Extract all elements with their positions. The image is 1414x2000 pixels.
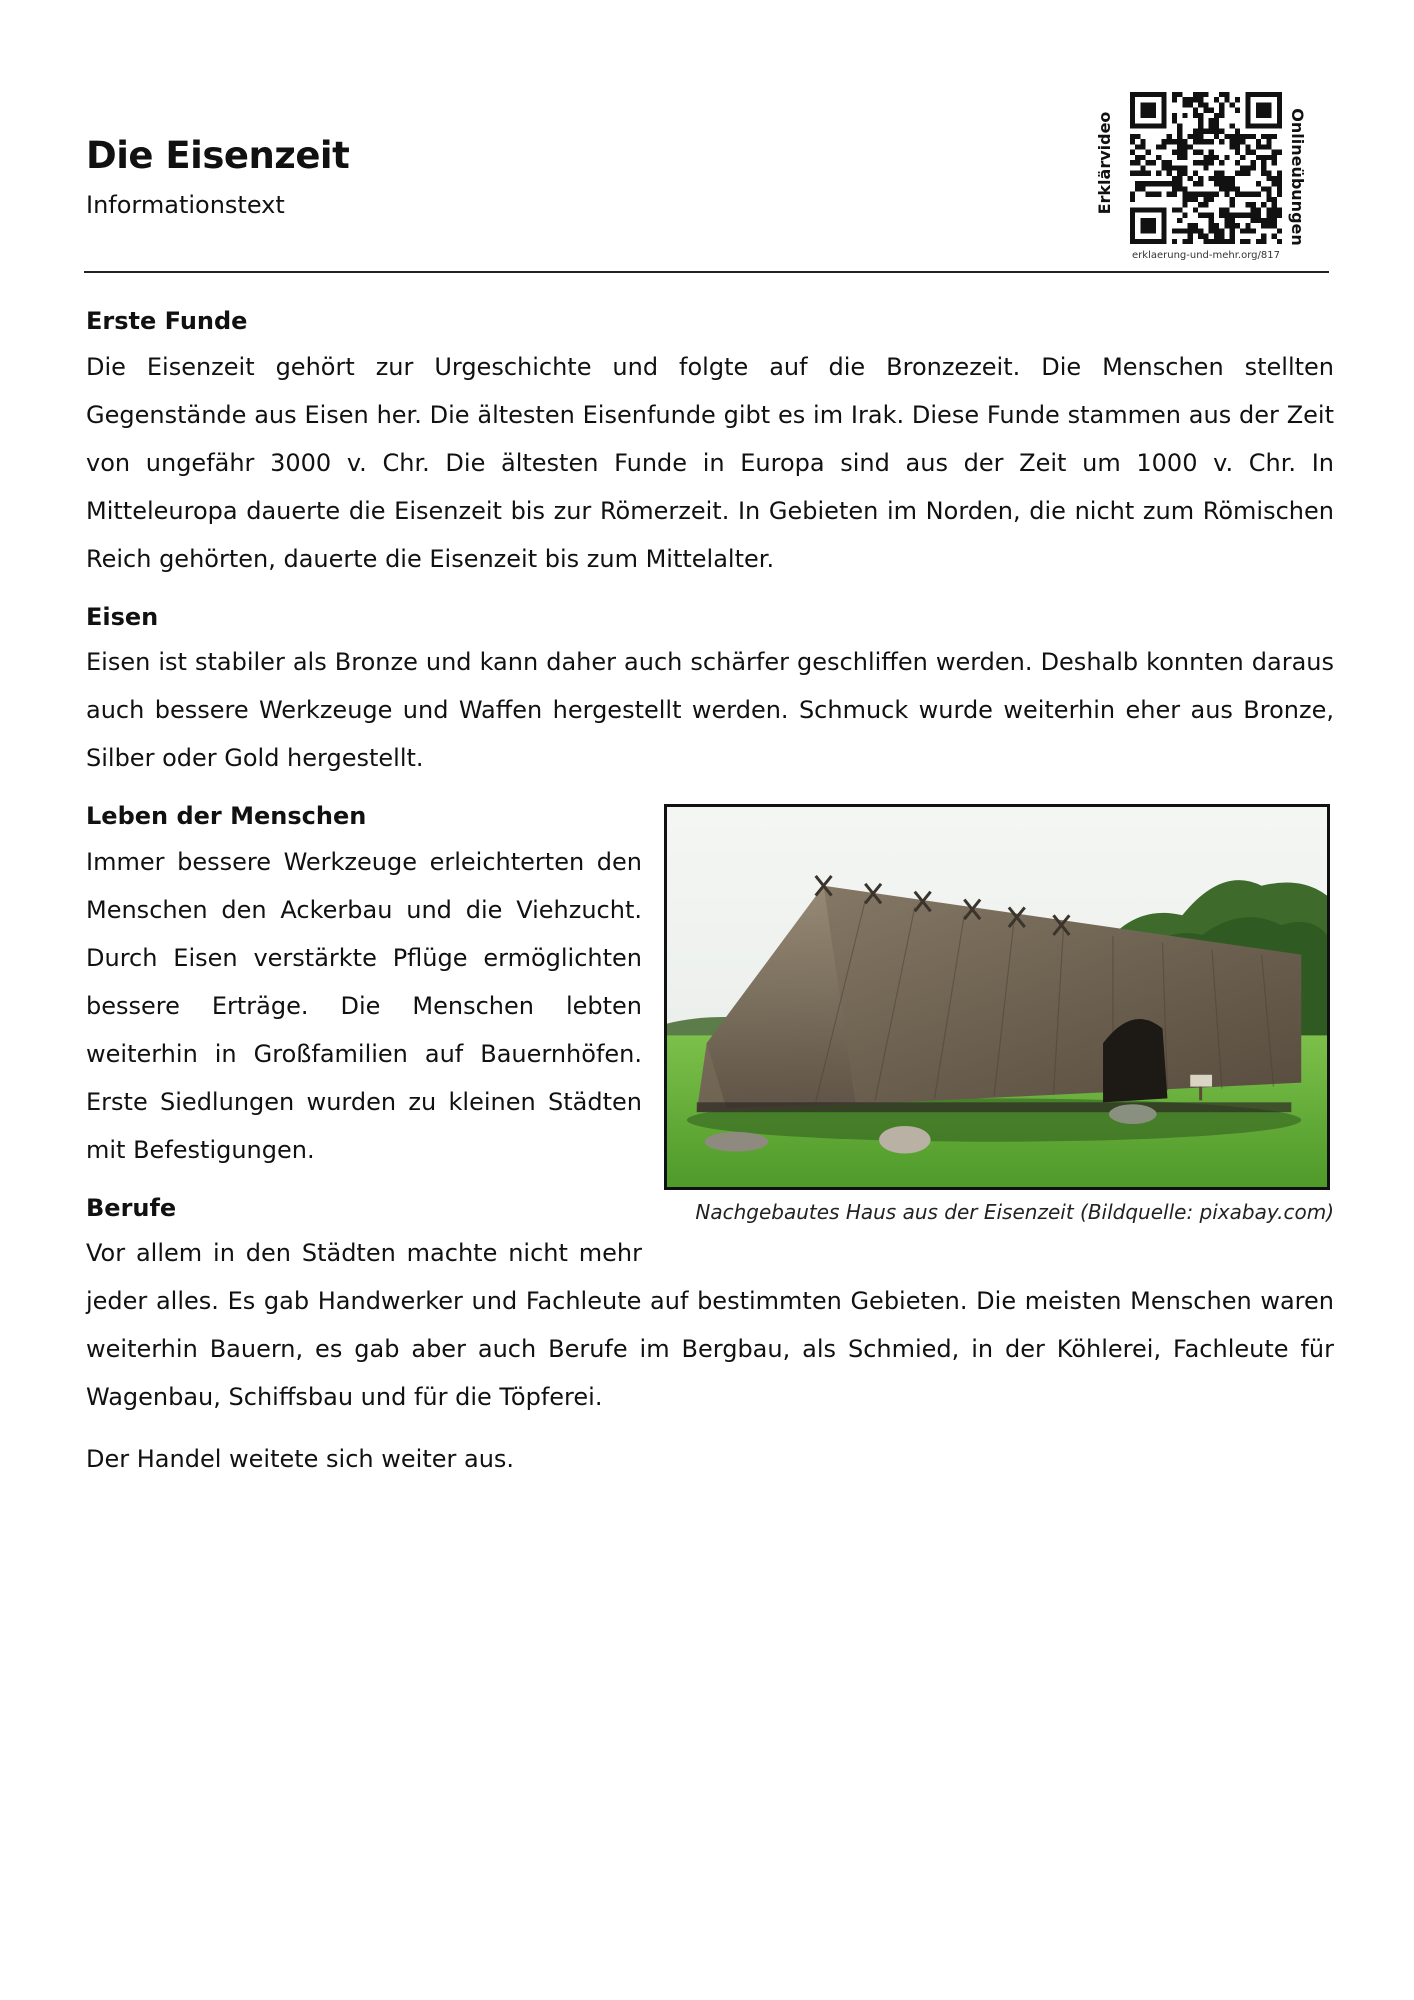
section-paragraph: Immer bessere Werkzeuge erleichterten den Menschen den Ackerbau und die Viehzucht. Durch Eisen verstärkte Pflüge ermöglichten bessere Erträge. Die Menschen lebten weiterhin in Großfamilien auf Bauernhöfen. Erste Siedlungen wurden zu kleinen Städten mit Befestigungen. bbox=[86, 847, 642, 1164]
figure-caption: Nachgebautes Haus aus der Eisenzeit (Bildquelle: pixabay.com) bbox=[695, 1200, 1334, 1225]
qr-label-onlineuebungen: Onlineübungen bbox=[1288, 108, 1307, 246]
section-paragraph: Eisen ist stabiler als Bronze und kann daher auch schärfer geschliffen werden. Deshalb konnten daraus auch bessere Werkzeuge und Waffen hergestellt werden. Schmuck wurde weiterhin eher aus Bronze, Silber oder Gold hergestellt. bbox=[86, 648, 1334, 773]
section-heading: Leben der Menschen bbox=[86, 802, 367, 831]
section-paragraph: Die Eisenzeit gehört zur Urgeschichte und folgte auf die Bronzezeit. Die Menschen stellten Gegenstände aus Eisen her. Die ältesten Eisenfunde gibt es im Irak. Diese Funde stammen aus der Zeit von ungefähr 3000 v. Chr. Die ältesten Funde in Europa sind aus der Zeit um 1000 v. Chr. In Mitteleuropa dauerte die Eisenzeit bis zur Römerzeit. In Gebieten im Norden, die nicht zum Römischen Reich gehörten, dauerte die Eisenzeit bis zum Mittelalter. bbox=[86, 352, 1334, 573]
header-divider bbox=[84, 271, 1329, 273]
document-body bbox=[86, 305, 1334, 1501]
section-eisen bbox=[86, 601, 1334, 783]
qr-label-erklaervideo: Erklärvideo bbox=[1095, 111, 1114, 215]
section-berufe bbox=[86, 1192, 1334, 1484]
section-paragraph-handel: Der Handel weitete sich weiter aus. bbox=[86, 1445, 515, 1474]
qr-url: erklaerung-und-mehr.org/817 bbox=[1132, 250, 1280, 261]
section-heading: Berufe bbox=[86, 1193, 177, 1222]
section-heading: Eisen bbox=[86, 602, 159, 631]
figure-iron-age-house bbox=[664, 804, 1334, 1224]
page-title: Die Eisenzeit bbox=[86, 134, 350, 177]
qr-code-block bbox=[1090, 88, 1330, 268]
section-paragraph: Vor allem in den Städten machte nicht mehr jeder alles. Es gab Handwerker und Fachleute auf bestimmten Gebieten. Die meisten Menschen waren weiterhin Bauern, es gab aber auch Berufe im Bergbau, als Schmied, in der Köhlerei, Fachleute für Wagenbau, Schiffsbau und für die Töpferei. bbox=[86, 1239, 1334, 1412]
section-erste-funde bbox=[86, 305, 1334, 583]
qr-code-icon[interactable] bbox=[1130, 92, 1282, 244]
page-subtitle: Informationstext bbox=[86, 191, 285, 219]
section-heading: Erste Funde bbox=[86, 307, 248, 335]
iron-age-house-photo bbox=[664, 804, 1330, 1190]
